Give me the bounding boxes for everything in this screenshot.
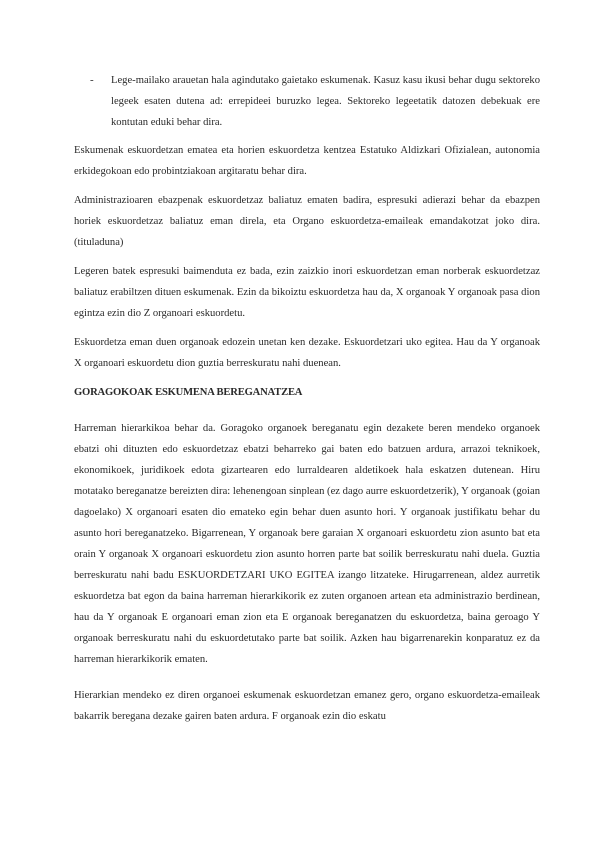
paragraph-revocation: Eskuordetza eman duen organoak edozein unetan ken dezake. Eskuordetzari uko egitea. Hau da Y organoak X organoari eskuordetu dion guztia berreskuratu nahi duenean.	[74, 337, 540, 369]
section-heading: GORAGOKOAK ESKUMENA BEREGANATZEA	[74, 387, 303, 398]
paragraph-non-hierarchical: Hierarkian mendeko ez diren organoei eskumenak eskuordetzan emanez gero, organo eskuordetza-emaileak bakarrik beregana dezake gairen baten ardura. F organoak ezin dio eskatu	[74, 690, 540, 722]
bullet-item	[90, 70, 540, 133]
paragraph-resolutions: Administrazioaren ebazpenak eskuordetzaz baliatuz ematen badira, espresuki adierazi behar da ebazpen horiek eskuordetzaz baliatuz eman direla, eta Organo eskuordetza-emaileak emandakotzat joko dira. (tituladuna)	[74, 195, 540, 248]
bullet-text: Lege-mailako arauetan hala agindutako gaietako eskumenak. Kasuz kasu ikusi behar dugu sektoreko legeek esaten dutena ad: errepideei buruzko legea. Sektoreko legeetatik datozen debekuak ere kontutan eduki behar dira.	[111, 75, 540, 128]
paragraph-hierarchy: Harreman hierarkikoa behar da. Goragoko organoek bereganatu egin dezakete beren mendeko organoek ebatzi ohi dituzten edo eskuordetzaz ebatzi beharreko gai baten edo batzuen ardura, arrazoi teknikoek, ekonomikoek, juridikoek edota gizartearen edo lurraldearen aldetikoek hala eskatzen dutenean. Hiru motatako bereganatze bereizten dira: lehenengoan sinplean (ez dago aurre eskuordetzerik), Y organoak (goian dagoelako) X organoari esaten dio emateko egin behar duen asunto hori. Y organoak justifikatu behar du asunto hori bereganatzeko. Bigarrenean, Y organoak bere garaian X organoari eskuordetu zion asunto bat eta orain Y organoak X organoari eskuordetu zion asunto horren parte bat soilik berreskuratu nahi duela. Guztia berreskuratu nahi badu ESKUORDETZARI UKO EGITEA izango litzateke. Hirugarrenean, aldez aurretik eskuordetza bat egon da baina harreman hierarkikorik ez zuten organoen artean eta administrazio berdinean, hau da Y organoak E organoari eman zion eta E organoak bereganatzen du eskuordetza, baina geroago Y organoak berreskuratu nahi du eskuordetutako parte bat soilik. Azken hau bigarrenarekin konparatuz ez da harreman hierarkikorik ematen.	[74, 423, 540, 665]
paragraph-publication: Eskumenak eskuordetzan ematea eta horien eskuordetza kentzea Estatuko Aldizkari Ofizialean, autonomia erkidegokoan edo probintziakoan argitaratu behar dira.	[74, 145, 540, 177]
bullet-marker: -	[90, 74, 94, 86]
paragraph-no-double-delegation: Legeren batek espresuki baimenduta ez bada, ezin zaizkio inori eskuordetzan eman norberak eskuordetzaz baliatuz erabiltzen dituen eskumenak. Ezin da bikoiztu eskuordetza hau da, X organoak Y organoak pasa dion egintza ezin dio Z organoari eskuordetu.	[74, 266, 540, 319]
